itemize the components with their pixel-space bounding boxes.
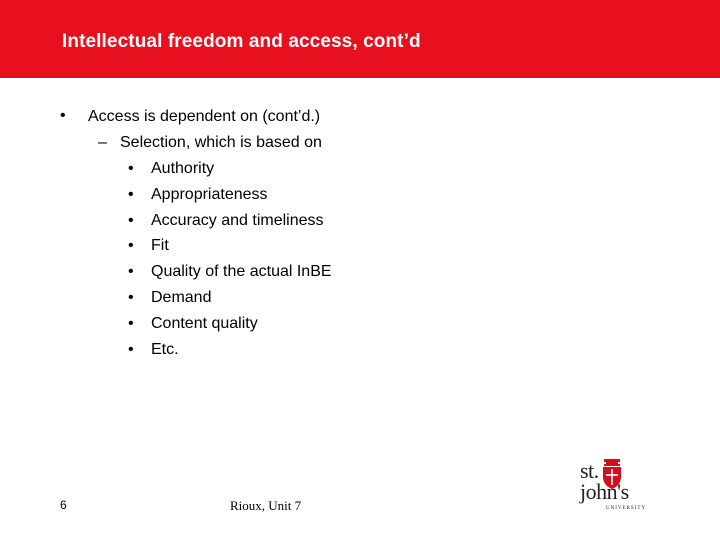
level3-item [128, 314, 332, 340]
level3-list [128, 159, 332, 365]
level3-item [128, 159, 332, 185]
level2-dash: – [98, 134, 107, 151]
level2-text: Selection, which is based on [120, 134, 322, 151]
level3-bullet: • [128, 314, 134, 332]
slide-title: Intellectual freedom and access, cont’d [62, 31, 421, 52]
level3-bullet: • [128, 288, 134, 306]
st-johns-logo [578, 455, 658, 517]
level3-text: Fit [151, 237, 169, 255]
level1-bullet: • [60, 107, 66, 124]
slide-number: 6 [60, 498, 67, 512]
level3-text: Accuracy and timeliness [151, 211, 324, 229]
level3-item [128, 288, 332, 314]
level3-item [128, 236, 332, 262]
level3-bullet: • [128, 263, 134, 281]
level3-text: Etc. [151, 340, 179, 358]
level3-item [128, 211, 332, 237]
level3-text: Content quality [151, 314, 258, 332]
level3-bullet: • [128, 340, 134, 358]
logo-line2: john's [580, 479, 629, 504]
logo-line3: UNIVERSITY [606, 506, 646, 511]
level3-text: Appropriateness [151, 185, 268, 203]
level3-item [128, 262, 332, 288]
level3-bullet: • [128, 160, 134, 177]
level1-text: Access is dependent on (cont’d.) [88, 108, 321, 125]
footer-text: Rioux, Unit 7 [230, 498, 302, 513]
logo-line1: st. [580, 458, 599, 483]
level3-text: Authority [151, 160, 215, 177]
level3-bullet: • [128, 185, 134, 203]
level3-text: Quality of the actual InBE [151, 263, 332, 281]
level3-item [128, 185, 332, 211]
level3-bullet: • [128, 211, 134, 229]
level3-item [128, 340, 332, 366]
level3-text: Demand [151, 288, 212, 306]
level3-bullet: • [128, 237, 134, 255]
